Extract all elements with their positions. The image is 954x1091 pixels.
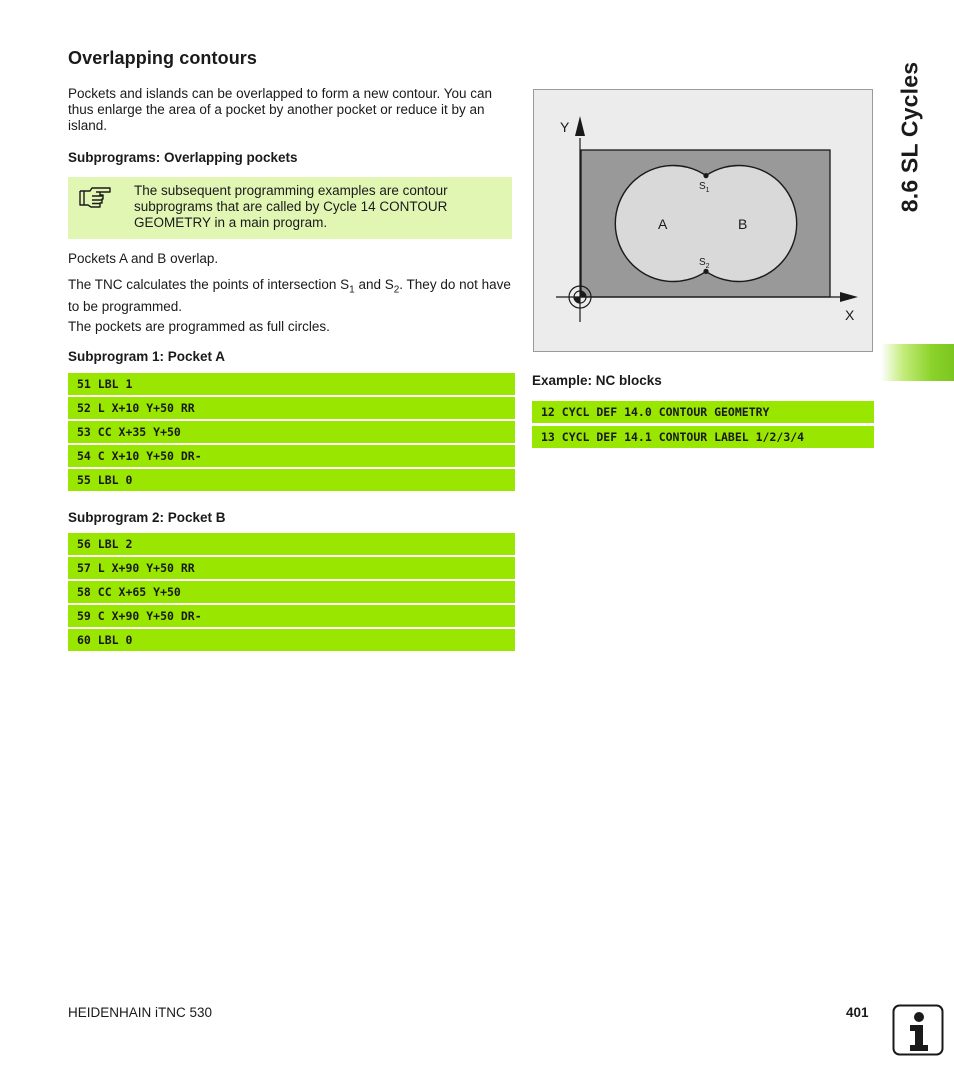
code-line: 59 C X+90 Y+50 DR- bbox=[68, 605, 515, 627]
chapter-tab bbox=[881, 344, 954, 381]
note-box bbox=[68, 177, 512, 239]
footer-manual-name: HEIDENHAIN iTNC 530 bbox=[68, 1005, 213, 1020]
example-heading: Example: NC blocks bbox=[532, 373, 662, 388]
y-axis-arrow bbox=[575, 116, 585, 136]
code-line: 58 CC X+65 Y+50 bbox=[68, 581, 515, 603]
overlap-paragraph: Pockets A and B overlap. bbox=[68, 251, 219, 266]
info-icon bbox=[892, 1004, 944, 1056]
intro-paragraph: Pockets and islands can be overlapped to form a new contour. You can thus enlarge the area of a pocket by another pocket or reduce it by an island. bbox=[68, 86, 493, 133]
y-axis-label: Y bbox=[560, 119, 570, 135]
code-line: 12 CYCL DEF 14.0 CONTOUR GEOMETRY bbox=[532, 401, 874, 423]
subprogram1-heading: Subprogram 1: Pocket A bbox=[68, 349, 226, 364]
code-line: 56 LBL 2 bbox=[68, 533, 515, 555]
intersection-paragraph: The TNC calculates the points of intersection $S_1$ and $S_2$. They do not have to be programmed. bbox=[68, 277, 511, 314]
code-line: 51 LBL 1 bbox=[68, 373, 515, 395]
note-text: The subsequent programming examples are contour subprograms that are called by Cycle 14 CONTOUR GEOMETRY in a main program. bbox=[134, 183, 448, 230]
code-line: 60 LBL 0 bbox=[68, 629, 515, 651]
overlap-diagram bbox=[534, 90, 872, 351]
s2-label: $S_2$ bbox=[699, 257, 710, 270]
code-line: 13 CYCL DEF 14.1 CONTOUR LABEL 1/2/3/4 bbox=[532, 426, 874, 448]
code-line: 52 L X+10 Y+50 RR bbox=[68, 397, 515, 419]
s1-label: $S_1$ bbox=[699, 181, 710, 194]
pocket-b-label: B bbox=[738, 216, 748, 232]
intersection-point-s1 bbox=[703, 173, 708, 178]
full-circles-paragraph: The pockets are programmed as full circles. bbox=[68, 319, 330, 334]
page-number: 401 bbox=[846, 1005, 869, 1020]
subheading-overlapping-pockets: Subprograms: Overlapping pockets bbox=[68, 150, 298, 165]
x-axis-arrow bbox=[840, 292, 858, 302]
pocket-a-label: A bbox=[658, 216, 668, 232]
x-axis-label: X bbox=[845, 307, 855, 323]
pointing-hand-icon bbox=[78, 186, 112, 208]
code-line: 53 CC X+35 Y+50 bbox=[68, 421, 515, 443]
subprogram2-heading: Subprogram 2: Pocket B bbox=[68, 510, 226, 525]
code-line: 54 C X+10 Y+50 DR- bbox=[68, 445, 515, 467]
overlap-figure bbox=[533, 89, 873, 352]
code-line: 57 L X+90 Y+50 RR bbox=[68, 557, 515, 579]
page-title: Overlapping contours bbox=[68, 48, 258, 68]
chapter-side-title: 8.6 SL Cycles bbox=[896, 61, 923, 213]
code-line: 55 LBL 0 bbox=[68, 469, 515, 491]
